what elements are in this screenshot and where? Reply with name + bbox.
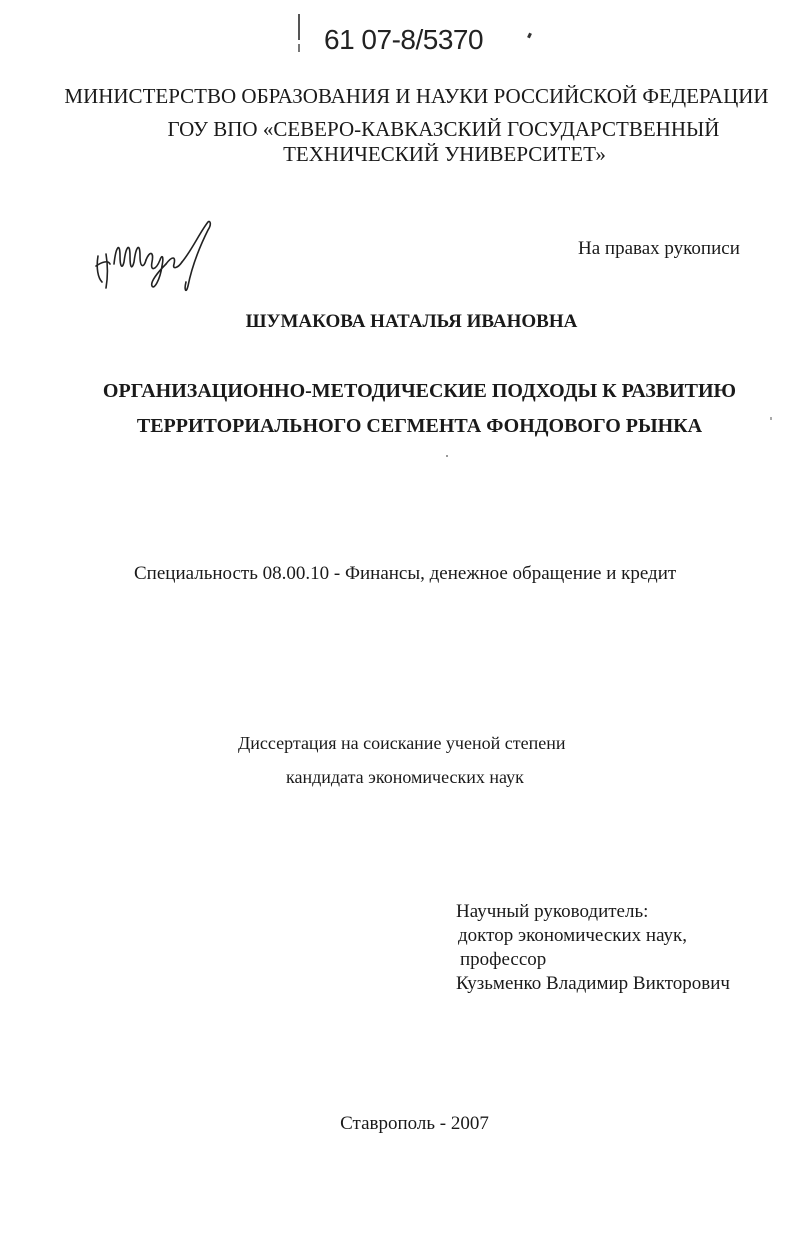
supervisor-degree: доктор экономических наук, bbox=[458, 925, 688, 946]
scan-speck bbox=[527, 33, 532, 39]
specialty-line: Специальность 08.00.10 - Финансы, денежное обращение и кредит bbox=[134, 563, 677, 584]
degree-statement-line-2: кандидата экономических наук bbox=[286, 767, 524, 787]
scan-speck bbox=[446, 455, 448, 457]
university-name-line-2: ТЕХНИЧЕСКИЙ УНИВЕРСИТЕТ» bbox=[283, 142, 606, 166]
dissertation-title-line-2: ТЕРРИТОРИАЛЬНОГО СЕГМЕНТА ФОНДОВОГО РЫНКА bbox=[136, 415, 703, 437]
supervisor-name: Кузьменко Владимир Викторович bbox=[456, 973, 730, 994]
dissertation-title-line-1: ОРГАНИЗАЦИОННО-МЕТОДИЧЕСКИЕ ПОДХОДЫ К РАЗВИТИЮ bbox=[102, 380, 737, 402]
handwritten-signature bbox=[92, 216, 216, 296]
supervisor-label: Научный руководитель: bbox=[456, 901, 649, 922]
margin-mark bbox=[298, 44, 300, 52]
scan-speck bbox=[770, 417, 772, 420]
ministry-heading: МИНИСТЕРСТВО ОБРАЗОВАНИЯ И НАУКИ РОССИЙСКОЙ ФЕДЕРАЦИИ bbox=[64, 84, 769, 108]
supervisor-rank: профессор bbox=[460, 949, 547, 970]
archive-code-stamp: 61 07-8/5370 bbox=[324, 24, 484, 55]
place-and-year: Ставрополь - 2007 bbox=[340, 1113, 489, 1134]
margin-mark bbox=[298, 14, 300, 40]
degree-statement-line-1: Диссертация на соискание ученой степени bbox=[238, 733, 566, 753]
university-name-line-1: ГОУ ВПО «СЕВЕРО-КАВКАЗСКИЙ ГОСУДАРСТВЕННЫЙ bbox=[167, 117, 720, 141]
author-name: ШУМАКОВА НАТАЛЬЯ ИВАНОВНА bbox=[245, 311, 578, 332]
supervisor-block bbox=[456, 900, 730, 996]
manuscript-rights-note: На правах рукописи bbox=[578, 238, 740, 259]
